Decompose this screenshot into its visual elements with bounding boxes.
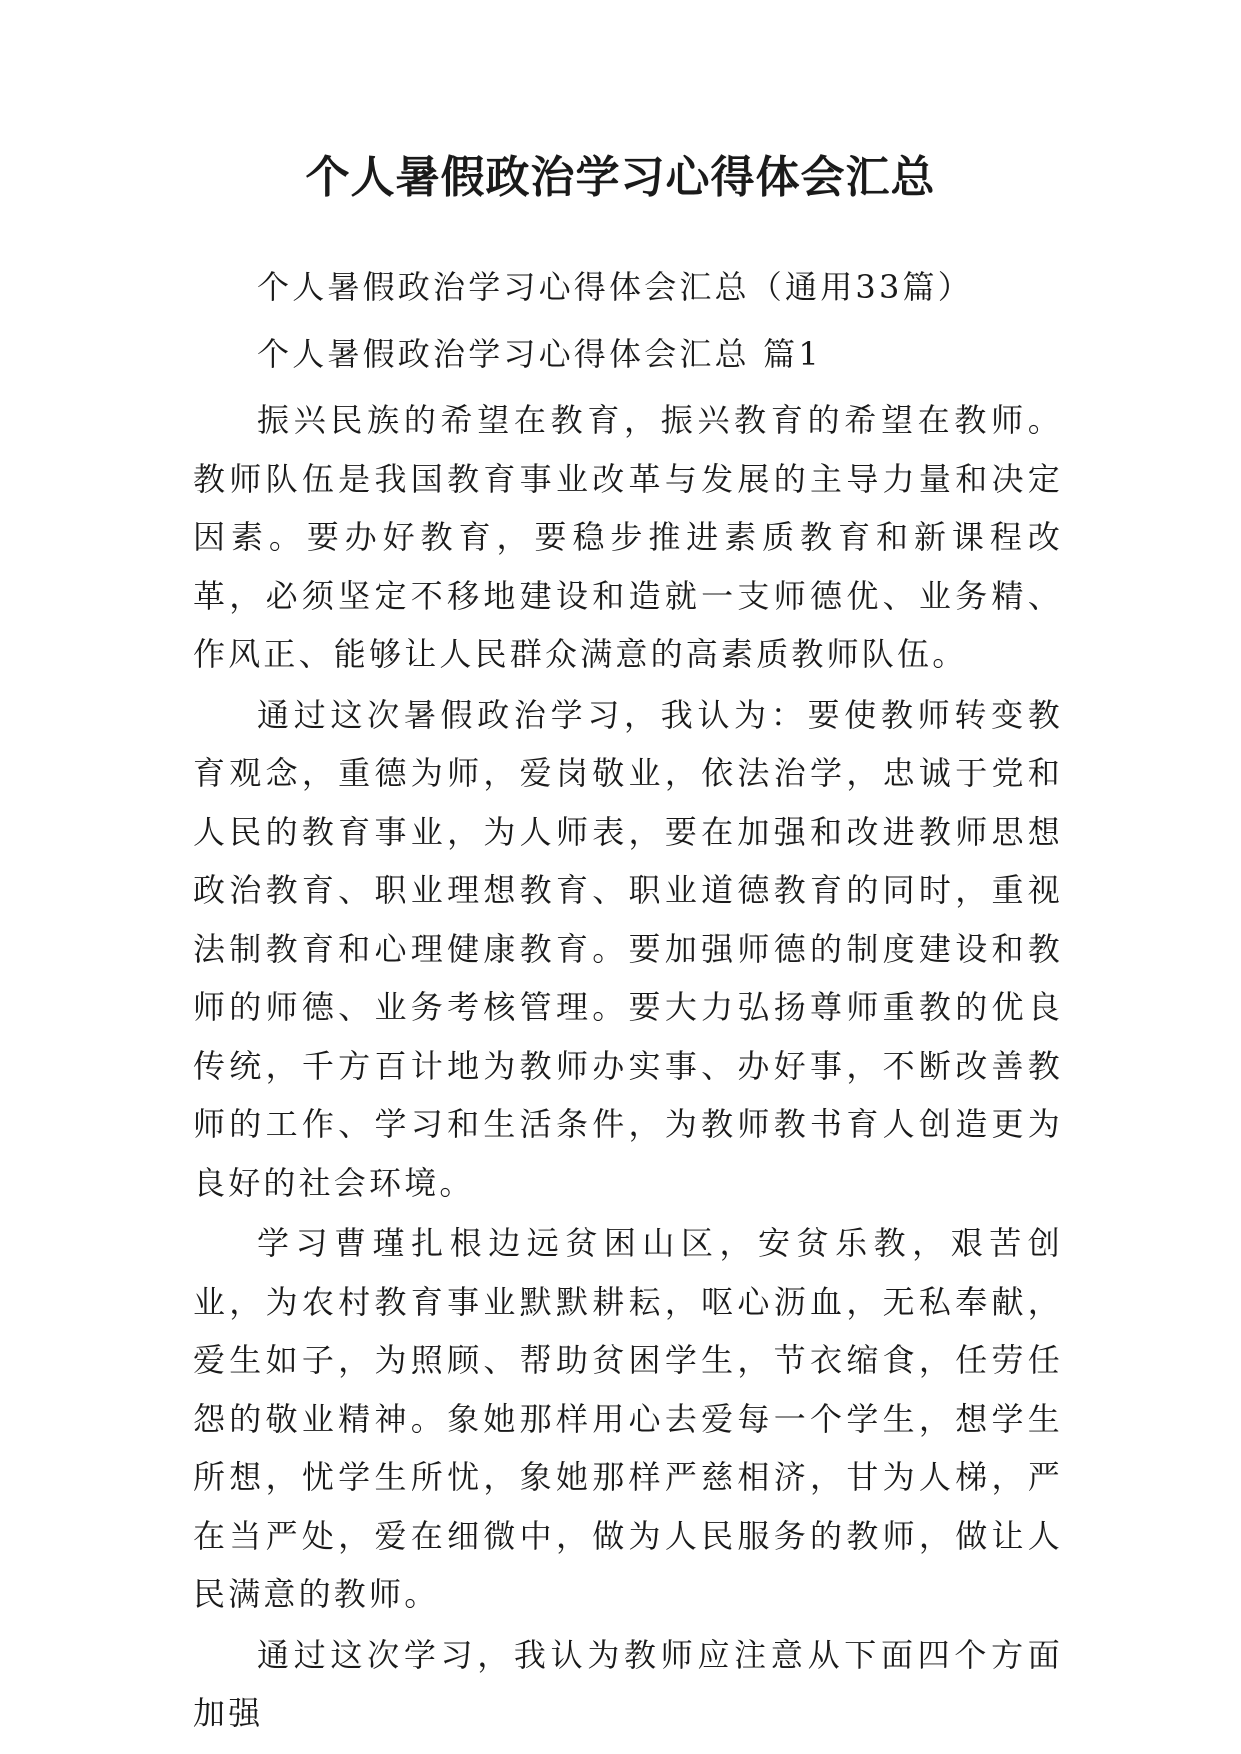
document-subtitle: 个人暑假政治学习心得体会汇总（通用33篇） (257, 268, 973, 306)
body-paragraph: 通过这次暑假政治学习，我认为：要使教师转变教育观念，重德为师，爱岗敬业，依法治学，忠诚于党和人民的教育事业，为人师表，要在加强和改进教师思想政治教育、职业理想教育、职业道德教育的同时，重视法制教育和心理健康教育。要加强师德的制度建设和教师的师德、业务考核管理。要大力弘扬尊师重教的优良传统，千方百计地为教师办实事、办好事，不断改善教师的工作、学习和生活条件，为教师教书育人创造更为良好的社会环境。 (193, 695, 1063, 1202)
body-paragraph: 通过这次学习，我认为教师应注意从下面四个方面加强 (193, 1635, 1063, 1732)
document-body (193, 258, 1063, 1745)
body-paragraph: 学习曹瑾扎根边远贫困山区，安贫乐教，艰苦创业，为农村教育事业默默耕耘，呕心沥血，无私奉献，爱生如子，为照顾、帮助贫困学生，节衣缩食，任劳任怨的敬业精神。象她那样用心去爱每一个学生，想学生所想，忧学生所忧，象她那样严慈相济，甘为人梯，严在当严处，爱在细微中，做为人民服务的教师，做让人民满意的教师。 (193, 1224, 1063, 1613)
document-title: 个人暑假政治学习心得体会汇总 (305, 152, 936, 203)
section-heading: 个人暑假政治学习心得体会汇总 篇1 (257, 334, 822, 373)
body-paragraph: 振兴民族的希望在教育，振兴教育的希望在教师。教师队伍是我国教育事业改革与发展的主导力量和决定因素。要办好教育，要稳步推进素质教育和新课程改革，必须坚定不移地建设和造就一支师德优、业务精、作风正、能够让人民群众满意的高素质教师队伍。 (193, 401, 1063, 673)
